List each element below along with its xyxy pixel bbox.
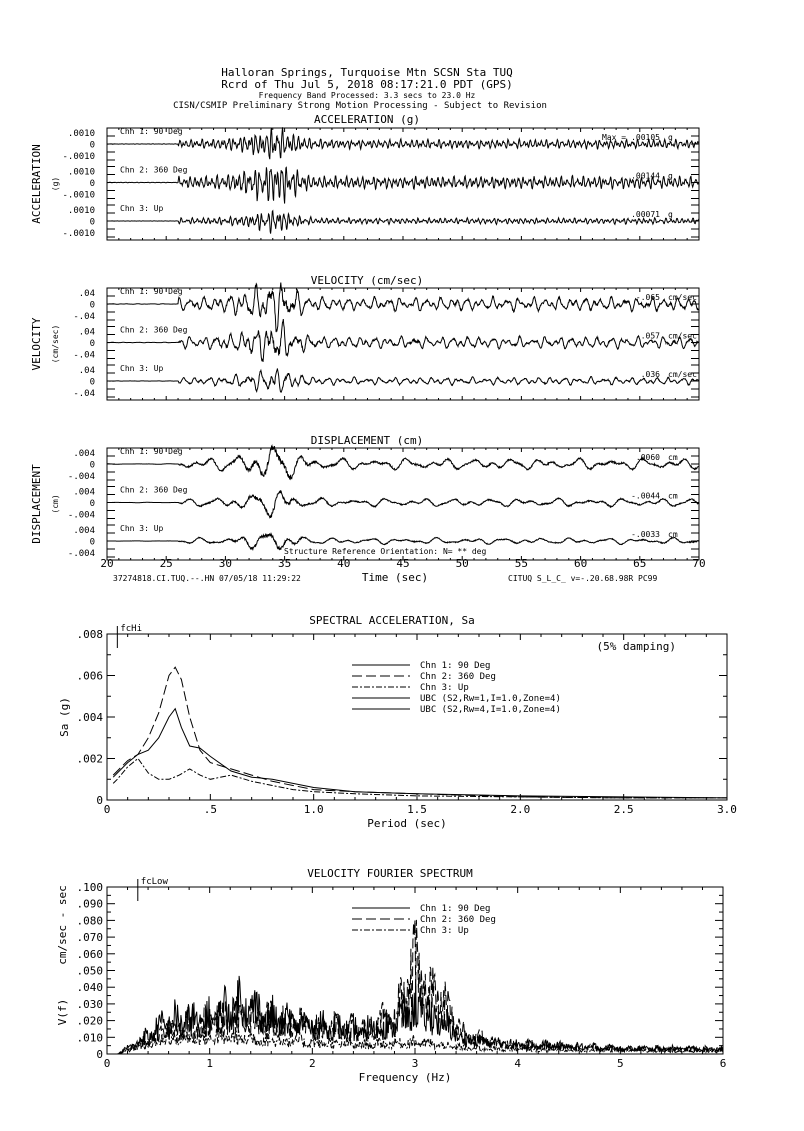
y-tick-label: 0 <box>89 300 95 311</box>
channel-max-value: .00105 <box>631 133 660 142</box>
header-record: Rcrd of Thu Jul 5, 2018 08:17:21.0 PDT (GPS) <box>221 78 513 91</box>
panel-title: VELOCITY (cm/sec) <box>310 274 424 287</box>
y-tick-label: .0010 <box>67 129 95 139</box>
y-tick-label: -.04 <box>73 312 95 322</box>
channel-label: Chn 1: 90 Deg <box>120 127 183 136</box>
y-tick-label: .008 <box>76 628 103 641</box>
x-tick-label: 2 <box>309 1057 316 1070</box>
x-tick-label: 1.5 <box>407 803 427 816</box>
damping-annotation: (5% damping) <box>596 640 676 653</box>
y-tick-label: .060 <box>76 947 103 961</box>
x-tick-label: 60 <box>573 557 588 570</box>
waveform-trace <box>107 319 699 362</box>
y-tick-label: .004 <box>73 449 95 459</box>
header-disclaimer: CISN/CSMIP Preliminary Strong Motion Processing - Subject to Revision <box>173 101 547 111</box>
legend-entry: Chn 2: 360 Deg <box>420 915 496 925</box>
header-band: Frequency Band Processed: 3.3 secs to 23.0 Hz <box>258 91 476 100</box>
panel-yunit: (g) <box>51 176 60 192</box>
legend-entry: UBC (S2,Rw=4,I=1.0,Zone=4) <box>420 705 561 715</box>
panel-ylabel: ACCELERATION <box>30 144 43 224</box>
channel-label: Chn 1: 90 Deg <box>120 447 183 456</box>
x-tick-label: 50 <box>455 557 469 570</box>
y-tick-label: 0 <box>89 140 95 151</box>
legend-entry: Chn 1: 90 Deg <box>420 904 491 914</box>
panel-yunit: (cm/sec) <box>51 324 60 364</box>
y-tick-label: .04 <box>78 289 95 299</box>
marker-label: fcLow <box>140 877 168 887</box>
x-tick-label: 1 <box>206 1057 213 1070</box>
x-tick-label: 0 <box>103 803 111 816</box>
x-tick-label: 5 <box>617 1057 624 1070</box>
channel-max-unit: cm/sec <box>668 331 697 341</box>
panel-ylabel: VELOCITY <box>30 317 43 371</box>
y-tick-label: -.04 <box>73 389 95 399</box>
spectral-acceleration-chart <box>58 614 737 830</box>
channel-max-unit: cm <box>668 491 678 501</box>
channel-label: Chn 2: 360 Deg <box>120 325 188 335</box>
legend-entry: Chn 3: Up <box>420 683 469 693</box>
y-tick-label: -.04 <box>73 350 95 361</box>
y-tick-label: .090 <box>76 897 103 911</box>
x-tick-label: 40 <box>337 557 351 570</box>
header-station: Halloran Springs, Turquoise Mtn SCSN Sta TUQ <box>221 66 513 79</box>
legend-entry: Chn 1: 90 Deg <box>420 661 491 671</box>
channel-label: Chn 1: 90 Deg <box>120 287 183 296</box>
x-tick-label: 2.5 <box>613 803 634 816</box>
panel-acceleration <box>30 113 699 240</box>
chart-title: SPECTRAL ACCELERATION, Sa <box>309 614 475 627</box>
channel-max-unit: cm/sec <box>668 370 697 379</box>
y-tick-label: -.004 <box>67 549 95 559</box>
x-tick-label: 1.0 <box>303 803 324 816</box>
footer-right: CITUQ S_L_C_ v=-.20.68.98R PC99 <box>508 574 658 583</box>
x-tick-label: 35 <box>277 557 292 570</box>
y-tick-label: .004 <box>73 487 95 498</box>
waveform-trace <box>107 211 699 234</box>
panel-title: ACCELERATION (g) <box>314 113 420 126</box>
y-tick-label: .04 <box>78 327 95 338</box>
panel-ylabel: DISPLACEMENT <box>30 464 43 544</box>
y-tick-label: 0 <box>89 217 95 228</box>
channel-max-unit: g <box>668 171 673 181</box>
channel-max-unit: g <box>668 210 673 219</box>
y-tick-label: .070 <box>76 931 103 945</box>
channel-max-value: -.0033 <box>631 530 660 539</box>
channel-max-value: -.0044 <box>631 491 660 501</box>
y-tick-label: 0 <box>89 179 95 189</box>
y-tick-label: 0 <box>96 794 103 807</box>
channel-max-value: -.065 <box>635 293 660 302</box>
y-tick-label: 0 <box>89 339 95 349</box>
panel-displacement <box>30 434 706 584</box>
y-tick-label: .004 <box>73 526 95 536</box>
channel-max-value: .0060 <box>635 453 660 462</box>
y-tick-label: .004 <box>76 711 103 724</box>
y-tick-label: -.0010 <box>62 152 95 162</box>
channel-max-value: -.057 <box>635 331 660 341</box>
fourier-spectrum-chart <box>56 867 726 1084</box>
panel-yunit: (cm) <box>51 494 60 514</box>
y-tick-label: .100 <box>76 881 103 894</box>
channel-label: Chn 3: Up <box>120 364 164 373</box>
panel-velocity <box>30 274 699 400</box>
channel-max-value: .00144 <box>631 171 660 181</box>
chart-title: VELOCITY FOURIER SPECTRUM <box>307 867 473 880</box>
channel-max-unit: cm/sec <box>668 293 697 302</box>
legend-entry: UBC (S2,Rw=1,I=1.0,Zone=4) <box>420 694 561 704</box>
y-axis-label: V(f) <box>56 998 69 1026</box>
x-tick-label: .5 <box>203 803 217 816</box>
series-line <box>113 759 727 798</box>
channel-max-unit: g <box>668 133 673 142</box>
panel-title: DISPLACEMENT (cm) <box>310 434 424 447</box>
x-tick-label: 0 <box>103 1057 111 1070</box>
x-axis-label: Frequency (Hz) <box>358 1071 452 1084</box>
series-line <box>113 709 727 798</box>
waveform-trace <box>107 369 699 393</box>
x-tick-label: 6 <box>719 1057 727 1070</box>
y-tick-label: .050 <box>76 964 103 978</box>
channel-label: Chn 3: Up <box>120 204 164 213</box>
orientation-note: Structure Reference Orientation: N= ** deg <box>284 547 487 556</box>
y-tick-label: .006 <box>76 669 103 683</box>
y-tick-label: .020 <box>76 1014 103 1028</box>
x-tick-label: 3 <box>411 1057 419 1070</box>
y-tick-label: 0 <box>96 1048 103 1061</box>
channel-max-value: .036 <box>640 370 660 379</box>
channel-max-value: .00071 <box>631 210 660 219</box>
y-tick-label: -.004 <box>67 510 95 521</box>
y-tick-label: .002 <box>76 752 103 766</box>
channel-max-unit: cm <box>668 453 678 462</box>
x-axis-label: Period (sec) <box>367 817 447 830</box>
x-axis-label: Time (sec) <box>361 571 429 584</box>
channel-max-unit: cm <box>668 530 678 539</box>
waveform-trace <box>107 490 699 518</box>
y-tick-label: -.004 <box>67 472 95 482</box>
x-tick-label: 20 <box>100 557 114 570</box>
y-tick-label: 0 <box>89 460 95 471</box>
y-tick-label: -.0010 <box>62 190 95 201</box>
channel-label: Chn 2: 360 Deg <box>120 485 188 495</box>
y-tick-label: 0 <box>89 377 95 388</box>
marker-label: fcHi <box>120 624 143 634</box>
x-tick-label: 70 <box>692 557 706 570</box>
x-tick-label: 45 <box>396 557 410 570</box>
x-tick-label: 2.0 <box>510 803 531 816</box>
y-tick-label: .080 <box>76 914 103 928</box>
y-axis-unit-label: cm/sec - sec <box>56 885 69 965</box>
y-tick-label: 0 <box>89 537 95 548</box>
y-tick-label: .040 <box>76 981 103 995</box>
legend-entry: Chn 3: Up <box>420 926 469 936</box>
y-tick-label: -.0010 <box>62 229 95 239</box>
y-tick-label: .0010 <box>67 206 95 216</box>
x-tick-label: 4 <box>514 1057 521 1070</box>
y-tick-label: .04 <box>78 366 95 376</box>
channel-label: Chn 3: Up <box>120 524 164 533</box>
legend-entry: Chn 2: 360 Deg <box>420 672 496 682</box>
channel-label: Chn 2: 360 Deg <box>120 165 188 175</box>
y-tick-label: .010 <box>76 1031 103 1045</box>
x-tick-label: 30 <box>218 557 233 570</box>
x-tick-label: 25 <box>159 557 173 570</box>
footer-left: 37274818.CI.TUQ.--.HN 07/05/18 11:29:22 <box>113 574 301 583</box>
x-tick-label: 3.0 <box>717 803 737 816</box>
y-axis-label: Sa (g) <box>58 697 71 737</box>
waveform-trace <box>107 167 699 203</box>
max-label: Max = <box>602 133 627 142</box>
y-tick-label: .030 <box>76 997 103 1011</box>
x-tick-label: 65 <box>633 557 647 570</box>
y-tick-label: 0 <box>89 499 95 509</box>
x-tick-label: 55 <box>514 557 529 570</box>
y-tick-label: .0010 <box>67 167 95 178</box>
series-line <box>107 920 723 1054</box>
